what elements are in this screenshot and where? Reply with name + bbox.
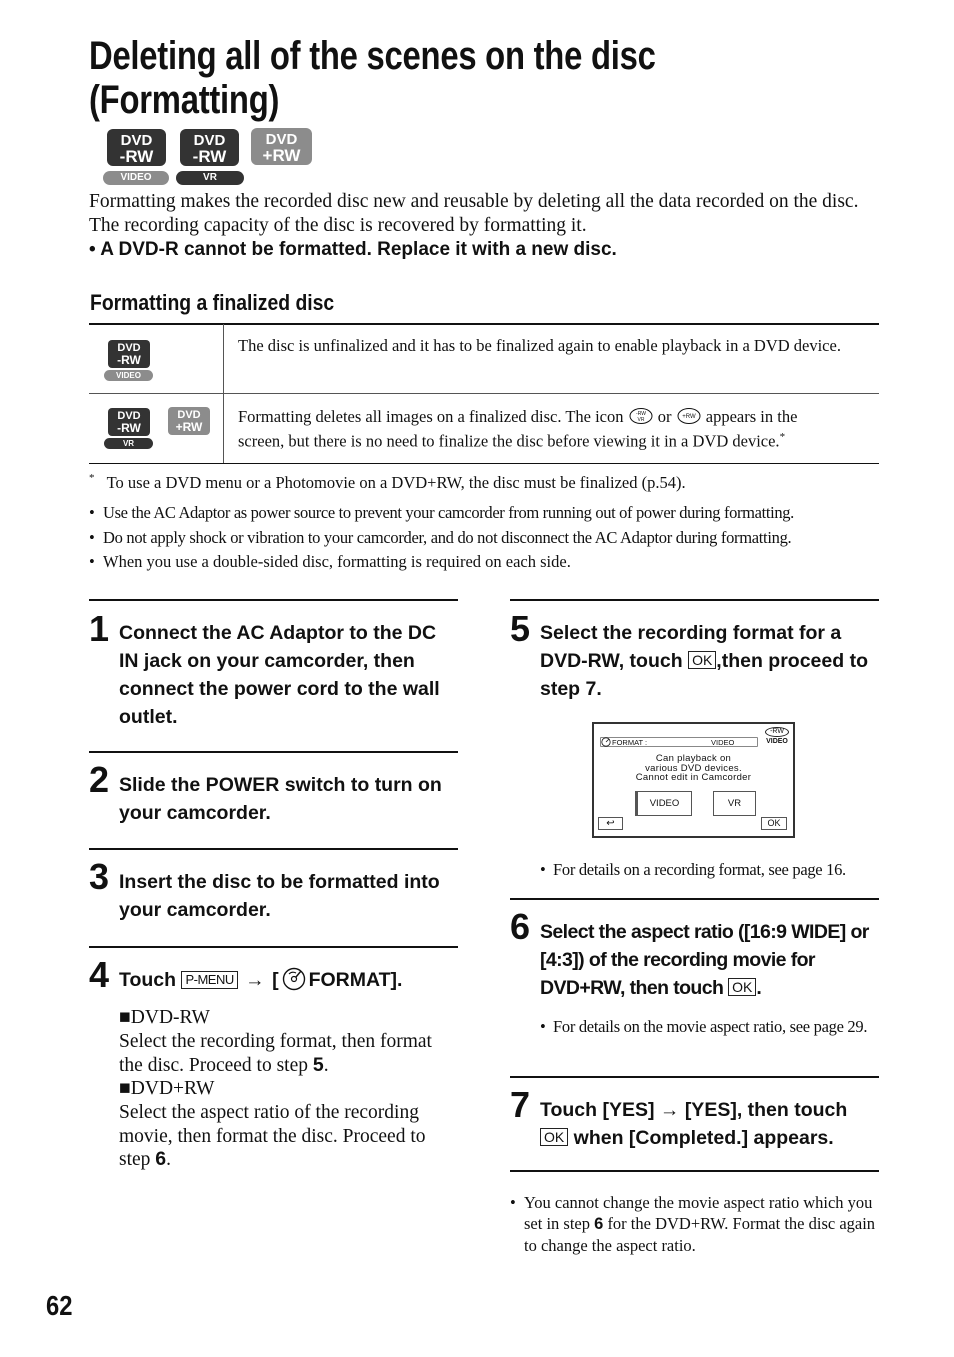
svg-text:+RW: +RW [681,414,696,420]
step4-text: Touch P-MENU → [ FORMAT]. [119,969,403,991]
row2-vr-tag: VR [104,438,153,449]
row1-video-tag: VIDEO [104,370,153,381]
list-item: • When you use a double-sided disc, formatting is required on each side. [89,552,571,571]
row1-description: The disc is unfinalized and it has to be finalized again to enable playback in a DVD device. [238,336,841,355]
step4-dvd-rw-body: Select the recording format, then format the disc. Proceed to step 5. [119,1031,432,1076]
step4-dvd-rw-heading: ■DVD-RW [119,1007,210,1028]
step3-text: Insert the disc to be formatted into your camcorder. [119,871,440,921]
step6-text: Select the aspect ratio ([16:9 WIDE] or [4:3]) of the recording movie for DVD+RW, then touch OK . [540,921,869,999]
step7-number: 7 [510,1084,531,1125]
row2-dvd-rw-vr-badge: DVD -RW [108,408,150,436]
finalized-heading: Formatting a finalized disc [90,290,335,315]
table-mid-rule [89,393,879,394]
step6-note: • For details on the movie aspect ratio, see page 29. [540,1017,868,1036]
ok-button[interactable]: OK [728,978,756,996]
step2-text: Slide the POWER switch to turn on your camcorder. [119,774,442,824]
step1-rule [89,599,458,601]
lcd-disc-indicator: -RW VIDEO [766,728,788,745]
footnote-mark: * [89,472,95,484]
step6-rule [510,898,879,900]
step3-rule [89,848,458,850]
page-title [89,34,745,122]
step1-text: Connect the AC Adaptor to the DC IN jack on your camcorder, then connect the power cord to the wall outlet. [119,622,440,728]
lcd-ok-button[interactable]: OK [761,817,787,830]
format-disc-icon [601,737,611,747]
lcd-header-value: VIDEO [711,738,735,747]
dvd-plus-rw-badge: DVD +RW [251,128,312,165]
intro-paragraph: Formatting makes the recorded disc new and reusable by deleting all the data recorded on the disc. The recording capacity of the disc is recovered by formatting it. [89,191,859,236]
row1-dvd-rw-video-badge: DVD -RW [108,340,150,368]
format-screen [592,722,795,838]
step7-rule [510,1076,879,1078]
lcd-header-label: FORMAT : [612,738,648,747]
video-tag: VIDEO [103,171,169,185]
lcd-back-button[interactable]: ↩ [598,817,623,830]
lcd-vr-button[interactable]: VR [713,791,756,816]
step6-number: 6 [510,906,531,947]
step4-rule [89,946,458,948]
step5-text: Select the recording format for a DVD-RW, touch OK ,then proceed to step 7. [540,622,868,700]
lcd-message: Can playback on various DVD devices. Cannot edit in Camcorder [635,753,752,783]
step5-rule [510,599,879,601]
disc-plus-rw-icon [676,407,702,425]
step3-number: 3 [89,856,110,897]
format-disc-icon [282,967,306,991]
step4-number: 4 [89,954,110,995]
row2-description: Formatting deletes all images on a finalized disc. The icon -RW VR or +RW appears in the screen, but there is no need to finalize the disc before viewing it in a DVD device.* [238,407,798,451]
table-column-divider [223,324,224,463]
step5-number: 5 [510,608,531,649]
footnote: * To use a DVD menu or a Photomovie on a DVD+RW, the disc must be finalized (p.54). [89,472,686,492]
svg-text:VR: VR [637,417,645,423]
table-top-rule [89,323,879,325]
vr-tag: VR [176,171,244,185]
step4-dvd-plus-rw-heading: ■DVD+RW [119,1078,215,1099]
ok-button[interactable]: OK [540,1128,568,1146]
dvd-rw-vr-badge: DVD -RW [180,129,239,166]
page-title-line-2: (Formatting) [89,78,280,122]
dvd-rw-video-badge: DVD -RW [107,129,166,166]
step7-text: Touch [YES] → [YES], then touch OK when [Completed.] appears. [540,1099,848,1149]
disc-rw-vr-icon [628,407,654,425]
list-item: • Use the AC Adaptor as power source to prevent your camcorder from running out of power during formatting. [89,503,794,522]
table-bottom-rule [89,463,879,464]
dvd-r-warning: • A DVD-R cannot be formatted. Replace it with a new disc. [89,239,617,260]
step2-rule [89,751,458,753]
step7-bottom-rule [510,1170,879,1172]
row2-dvd-plus-rw-badge: DVD +RW [168,407,210,435]
final-note: • You cannot change the movie aspect ratio which you set in step 6 for the DVD+RW. Format the disc again to change the aspect ratio. [510,1193,876,1255]
page-title-line-1: Deleting all of the scenes on the disc [89,34,656,78]
step2-number: 2 [89,759,110,800]
svg-text:-RW: -RW [635,411,646,417]
step5-note: • For details on a recording format, see page 16. [540,860,846,879]
p-menu-button[interactable]: P-MENU [181,971,237,989]
step4-dvd-plus-rw-body: Select the aspect ratio of the recording movie, then format the disc. Proceed to step 6. [119,1102,426,1170]
ok-button[interactable]: OK [688,651,716,669]
list-item: • Do not apply shock or vibration to your camcorder, and do not disconnect the AC Adaptor during formatting. [89,528,792,547]
step1-number: 1 [89,608,110,649]
page-number: 62 [46,1290,73,1321]
lcd-video-button[interactable]: VIDEO [635,791,692,816]
